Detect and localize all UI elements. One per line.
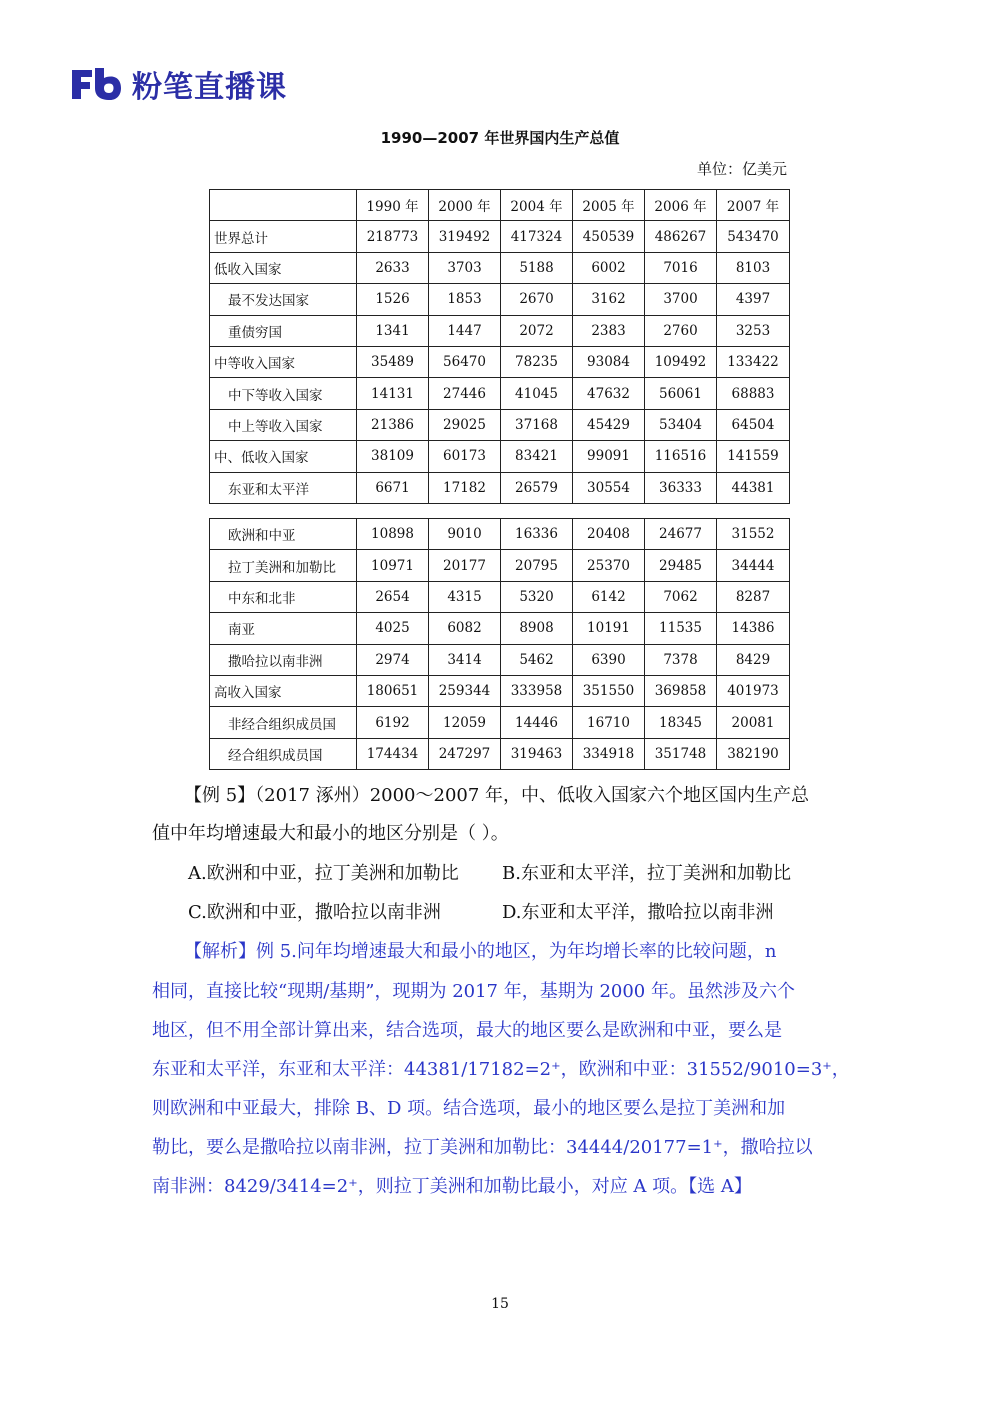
value-cell: 68883 (717, 378, 790, 409)
value-cell: 14446 (501, 707, 573, 738)
row-label-cell: 中、低收入国家 (210, 441, 357, 472)
analysis-line: 则欧洲和中亚最大，排除 B、D 项。结合选项，最小的地区要么是拉丁美洲和加 (152, 1098, 786, 1119)
value-cell: 25370 (573, 550, 645, 581)
value-cell: 8103 (717, 252, 790, 283)
value-cell: 6390 (573, 644, 645, 675)
value-cell: 14386 (717, 613, 790, 644)
value-cell: 2654 (357, 581, 429, 612)
year-header: 1990 年 (357, 190, 429, 221)
option-d: D.东亚和太平洋，撒哈拉以南非洲 (502, 902, 774, 923)
value-cell: 259344 (429, 675, 501, 706)
value-cell: 47632 (573, 378, 645, 409)
value-cell: 9010 (429, 519, 501, 550)
value-cell: 6082 (429, 613, 501, 644)
table-row (210, 378, 790, 409)
value-cell: 1526 (357, 284, 429, 315)
value-cell: 8287 (717, 581, 790, 612)
value-cell: 141559 (717, 441, 790, 472)
value-cell: 319492 (429, 221, 501, 252)
value-cell: 11535 (645, 613, 717, 644)
value-cell: 64504 (717, 409, 790, 440)
value-cell: 45429 (573, 409, 645, 440)
value-cell: 334918 (573, 738, 645, 769)
logo-text: 粉笔直播课 (132, 70, 287, 105)
value-cell: 6142 (573, 581, 645, 612)
value-cell: 27446 (429, 378, 501, 409)
value-cell: 247297 (429, 738, 501, 769)
value-cell: 417324 (501, 221, 573, 252)
table-row (210, 519, 790, 550)
year-header: 2006 年 (645, 190, 717, 221)
brand-logo (70, 62, 287, 106)
table-row (210, 346, 790, 377)
value-cell: 382190 (717, 738, 790, 769)
year-header: 2007 年 (717, 190, 790, 221)
value-cell: 7378 (645, 644, 717, 675)
value-cell: 10898 (357, 519, 429, 550)
value-cell: 369858 (645, 675, 717, 706)
row-label-cell: 高收入国家 (210, 675, 357, 706)
value-cell: 14131 (357, 378, 429, 409)
row-label-cell: 非经合组织成员国 (210, 707, 357, 738)
gdp-table-bottom (209, 518, 790, 770)
value-cell: 31552 (717, 519, 790, 550)
value-cell: 174434 (357, 738, 429, 769)
page-number: 15 (491, 1296, 509, 1312)
row-label-cell: 中上等收入国家 (210, 409, 357, 440)
value-cell: 333958 (501, 675, 573, 706)
table-title: 1990—2007 年世界国内生产总值 (380, 129, 620, 147)
analysis-line: 南非洲：8429/3414=2⁺，则拉丁美洲和加勒比最小，对应 A 项。【选 A】 (152, 1176, 752, 1197)
value-cell: 16710 (573, 707, 645, 738)
value-cell: 351550 (573, 675, 645, 706)
value-cell: 450539 (573, 221, 645, 252)
value-cell: 180651 (357, 675, 429, 706)
value-cell: 20177 (429, 550, 501, 581)
value-cell: 5188 (501, 252, 573, 283)
value-cell: 319463 (501, 738, 573, 769)
table-row (210, 707, 790, 738)
value-cell: 1341 (357, 315, 429, 346)
table-row (210, 581, 790, 612)
row-label-cell: 经合组织成员国 (210, 738, 357, 769)
value-cell: 30554 (573, 472, 645, 503)
gdp-table-top (209, 189, 790, 504)
value-cell: 38109 (357, 441, 429, 472)
analysis-line: 地区，但不用全部计算出来，结合选项，最大的地区要么是欧洲和中亚，要么是 (152, 1020, 782, 1041)
row-label-cell: 东亚和太平洋 (210, 472, 357, 503)
table-row (210, 738, 790, 769)
value-cell: 1853 (429, 284, 501, 315)
option-b: B.东亚和太平洋，拉丁美洲和加勒比 (502, 863, 791, 884)
row-label-cell: 拉丁美洲和加勒比 (210, 550, 357, 581)
question-line-1: 【例 5】（2017 涿州）2000～2007 年，中、低收入国家六个地区国内生产总 (184, 785, 810, 806)
row-label-cell: 中东和北非 (210, 581, 357, 612)
row-label-cell: 中等收入国家 (210, 346, 357, 377)
value-cell: 93084 (573, 346, 645, 377)
year-header: 2000 年 (429, 190, 501, 221)
value-cell: 543470 (717, 221, 790, 252)
value-cell: 4315 (429, 581, 501, 612)
value-cell: 26579 (501, 472, 573, 503)
table-header-row (210, 190, 790, 221)
value-cell: 109492 (645, 346, 717, 377)
value-cell: 7016 (645, 252, 717, 283)
value-cell: 21386 (357, 409, 429, 440)
value-cell: 20408 (573, 519, 645, 550)
row-label-cell: 最不发达国家 (210, 284, 357, 315)
value-cell: 83421 (501, 441, 573, 472)
value-cell: 6671 (357, 472, 429, 503)
value-cell: 3253 (717, 315, 790, 346)
table-row (210, 252, 790, 283)
value-cell: 18345 (645, 707, 717, 738)
value-cell: 351748 (645, 738, 717, 769)
question-line-2: 值中年均增速最大和最小的地区分别是（ ）。 (152, 823, 509, 844)
table-row (210, 613, 790, 644)
value-cell: 60173 (429, 441, 501, 472)
table-row (210, 441, 790, 472)
analysis-line: 东亚和太平洋，东亚和太平洋：44381/17182=2⁺，欧洲和中亚：31552/9010=3⁺， (152, 1059, 850, 1080)
value-cell: 3700 (645, 284, 717, 315)
value-cell: 20081 (717, 707, 790, 738)
year-header: 2004 年 (501, 190, 573, 221)
value-cell: 10191 (573, 613, 645, 644)
value-cell: 41045 (501, 378, 573, 409)
value-cell: 44381 (717, 472, 790, 503)
value-cell: 29485 (645, 550, 717, 581)
row-label-cell: 南亚 (210, 613, 357, 644)
value-cell: 4397 (717, 284, 790, 315)
value-cell: 16336 (501, 519, 573, 550)
value-cell: 8908 (501, 613, 573, 644)
value-cell: 1447 (429, 315, 501, 346)
value-cell: 29025 (429, 409, 501, 440)
table-row (210, 675, 790, 706)
value-cell: 218773 (357, 221, 429, 252)
option-a: A.欧洲和中亚，拉丁美洲和加勒比 (188, 863, 459, 884)
value-cell: 78235 (501, 346, 573, 377)
value-cell: 5462 (501, 644, 573, 675)
row-label-cell: 撒哈拉以南非洲 (210, 644, 357, 675)
value-cell: 8429 (717, 644, 790, 675)
value-cell: 2383 (573, 315, 645, 346)
value-cell: 99091 (573, 441, 645, 472)
value-cell: 2974 (357, 644, 429, 675)
value-cell: 53404 (645, 409, 717, 440)
value-cell: 56470 (429, 346, 501, 377)
row-label-cell: 欧洲和中亚 (210, 519, 357, 550)
table-row (210, 409, 790, 440)
table-row (210, 550, 790, 581)
value-cell: 20795 (501, 550, 573, 581)
year-header: 2005 年 (573, 190, 645, 221)
fenbi-logo-icon (70, 66, 122, 102)
row-label-cell: 重债穷国 (210, 315, 357, 346)
value-cell: 116516 (645, 441, 717, 472)
analysis-line: 【解析】例 5.问年均增速最大和最小的地区，为年均增长率的比较问题，n (184, 941, 777, 962)
value-cell: 2072 (501, 315, 573, 346)
row-label-cell: 低收入国家 (210, 252, 357, 283)
value-cell: 3703 (429, 252, 501, 283)
gdp-table-top-body (210, 190, 790, 504)
value-cell: 37168 (501, 409, 573, 440)
value-cell: 401973 (717, 675, 790, 706)
value-cell: 36333 (645, 472, 717, 503)
value-cell: 486267 (645, 221, 717, 252)
value-cell: 133422 (717, 346, 790, 377)
value-cell: 3162 (573, 284, 645, 315)
table-unit: 单位：亿美元 (696, 160, 787, 178)
value-cell: 3414 (429, 644, 501, 675)
value-cell: 34444 (717, 550, 790, 581)
value-cell: 2670 (501, 284, 573, 315)
value-cell: 5320 (501, 581, 573, 612)
value-cell: 12059 (429, 707, 501, 738)
value-cell: 6002 (573, 252, 645, 283)
analysis-line: 相同，直接比较“现期/基期”，现期为 2017 年，基期为 2000 年。虽然涉及六个 (152, 981, 795, 1002)
analysis-line: 勒比，要么是撒哈拉以南非洲，拉丁美洲和加勒比：34444/20177=1⁺，撒哈拉以 (152, 1137, 813, 1158)
header-corner-cell (210, 190, 357, 221)
option-c: C.欧洲和中亚，撒哈拉以南非洲 (188, 902, 441, 923)
table-row (210, 284, 790, 315)
value-cell: 6192 (357, 707, 429, 738)
table-row (210, 644, 790, 675)
gdp-table-bottom-body (210, 519, 790, 770)
table-row (210, 221, 790, 252)
value-cell: 2633 (357, 252, 429, 283)
value-cell: 17182 (429, 472, 501, 503)
table-row (210, 315, 790, 346)
row-label-cell: 世界总计 (210, 221, 357, 252)
value-cell: 35489 (357, 346, 429, 377)
row-label-cell: 中下等收入国家 (210, 378, 357, 409)
value-cell: 10971 (357, 550, 429, 581)
value-cell: 56061 (645, 378, 717, 409)
value-cell: 24677 (645, 519, 717, 550)
value-cell: 7062 (645, 581, 717, 612)
value-cell: 4025 (357, 613, 429, 644)
table-row (210, 472, 790, 503)
value-cell: 2760 (645, 315, 717, 346)
